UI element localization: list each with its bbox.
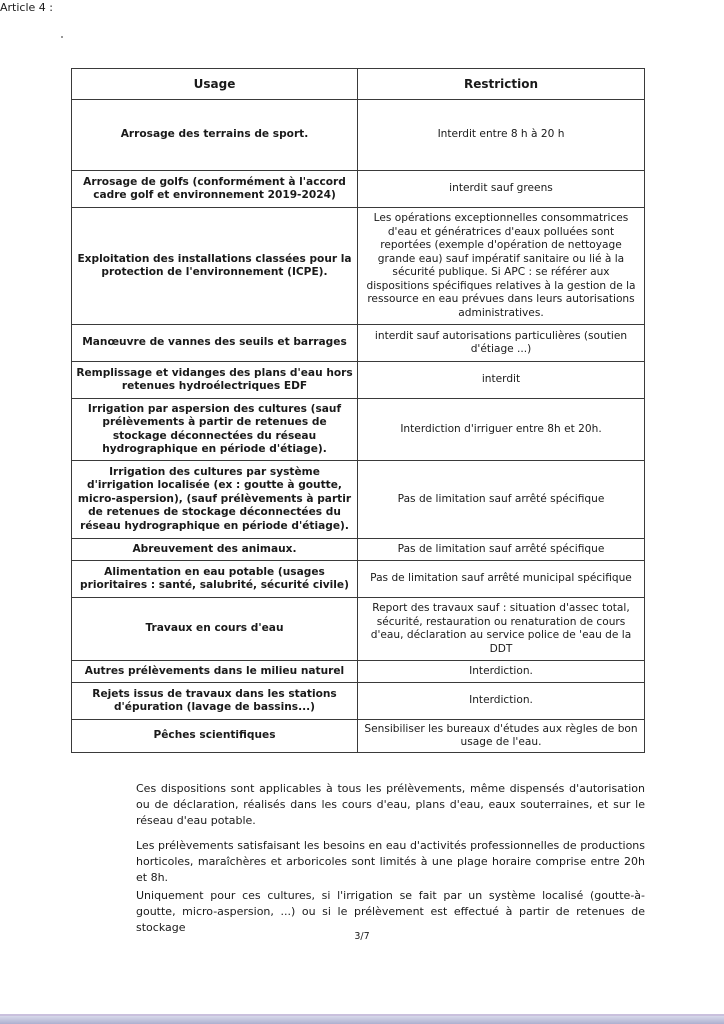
header-restriction: Restriction bbox=[358, 69, 645, 100]
usage-cell: Irrigation par aspersion des cultures (sauf prélèvements à partir de retenues de stockage déconnectées du réseau hydrographique en période d'étiage). bbox=[72, 399, 358, 461]
usage-cell: Arrosage de golfs (conformément à l'accord cadre golf et environnement 2019-2024) bbox=[72, 171, 358, 208]
table-row bbox=[72, 661, 645, 683]
restriction-cell: Les opérations exceptionnelles consommatrices d'eau et génératrices d'eaux polluées sont reportées (exemple d'opération de nettoyage grande eau) sauf impératif sanitaire ou lié à la sécurité publique. Si APC : se référer aux dispositions spécifiques relatives à la gestion de la ressource en eau prévues dans leurs autorisations administratives. bbox=[358, 208, 645, 325]
table-header-row bbox=[72, 69, 645, 100]
usage-cell: Exploitation des installations classées pour la protection de l'environnement (ICPE). bbox=[72, 208, 358, 325]
usage-cell: Alimentation en eau potable (usages prioritaires : santé, salubrité, sécurité civile) bbox=[72, 561, 358, 598]
table-row bbox=[72, 683, 645, 720]
header-usage: Usage bbox=[72, 69, 358, 100]
table-row bbox=[72, 171, 645, 208]
usage-cell: Irrigation des cultures par système d'irrigation localisée (ex : goutte à goutte, micro-aspersion), (sauf prélèvements à partir de retenues de stockage déconnectées du réseau hydrographique en période d'étiage). bbox=[72, 461, 358, 539]
table-row bbox=[72, 100, 645, 171]
article-label: Article 4 : bbox=[0, 1, 53, 14]
restriction-cell: Pas de limitation sauf arrêté spécifique bbox=[358, 461, 645, 539]
table-row bbox=[72, 325, 645, 362]
table-row bbox=[72, 720, 645, 753]
usage-cell: Remplissage et vidanges des plans d'eau hors retenues hydroélectriques EDF bbox=[72, 362, 358, 399]
bottom-border-band bbox=[0, 1016, 724, 1024]
usage-cell: Travaux en cours d'eau bbox=[72, 598, 358, 661]
restriction-cell: interdit sauf greens bbox=[358, 171, 645, 208]
localized-irrigation-paragraph: Uniquement pour ces cultures, si l'irrigation se fait par un système localisé (goutte-à-goutte, micro-aspersion, ...) ou si le prélèvement est effectué à partir de retenues de stockage bbox=[136, 889, 645, 934]
usage-cell: Arrosage des terrains de sport. bbox=[72, 100, 358, 171]
table-row bbox=[72, 539, 645, 561]
restriction-cell: interdit sauf autorisations particulières (soutien d'étiage ...) bbox=[358, 325, 645, 362]
usage-cell: Rejets issus de travaux dans les stations d'épuration (lavage de bassins...) bbox=[72, 683, 358, 720]
table-row bbox=[72, 362, 645, 399]
restriction-cell: Interdiction. bbox=[358, 661, 645, 683]
restriction-cell: Sensibiliser les bureaux d'études aux règles de bon usage de l'eau. bbox=[358, 720, 645, 753]
usage-cell: Abreuvement des animaux. bbox=[72, 539, 358, 561]
restriction-cell: Pas de limitation sauf arrêté spécifique bbox=[358, 539, 645, 561]
restriction-cell: Pas de limitation sauf arrêté municipal spécifique bbox=[358, 561, 645, 598]
page-number: 3/7 bbox=[354, 931, 370, 942]
table-row bbox=[72, 399, 645, 461]
usage-cell: Autres prélèvements dans le milieu naturel bbox=[72, 661, 358, 683]
table-row bbox=[72, 561, 645, 598]
table-row bbox=[72, 461, 645, 539]
restriction-cell: interdit bbox=[358, 362, 645, 399]
restriction-cell: Interdiction. bbox=[358, 683, 645, 720]
scan-speck bbox=[61, 36, 63, 38]
table-row bbox=[72, 208, 645, 325]
usage-cell: Manœuvre de vannes des seuils et barrages bbox=[72, 325, 358, 362]
restriction-cell: Interdit entre 8 h à 20 h bbox=[358, 100, 645, 171]
table-row bbox=[72, 598, 645, 661]
restriction-cell: Report des travaux sauf : situation d'assec total, sécurité, restauration ou renaturation de cours d'eau, déclaration au service police de 'eau de la DDT bbox=[358, 598, 645, 661]
usage-restriction-table bbox=[71, 68, 645, 753]
article-4-paragraph: Les prélèvements satisfaisant les besoins en eau d'activités professionnelles de productions horticoles, maraîchères et arboricoles sont limités à une plage horaire comprise entre 20h et 8h. bbox=[136, 839, 645, 884]
restriction-cell: Interdiction d'irriguer entre 8h et 20h. bbox=[358, 399, 645, 461]
usage-cell: Pêches scientifiques bbox=[72, 720, 358, 753]
applicability-paragraph: Ces dispositions sont applicables à tous les prélèvements, même dispensés d'autorisation ou de déclaration, réalisés dans les cours d'eau, plans d'eau, eaux souterraines, et sur le réseau d'eau potable. bbox=[136, 782, 645, 827]
